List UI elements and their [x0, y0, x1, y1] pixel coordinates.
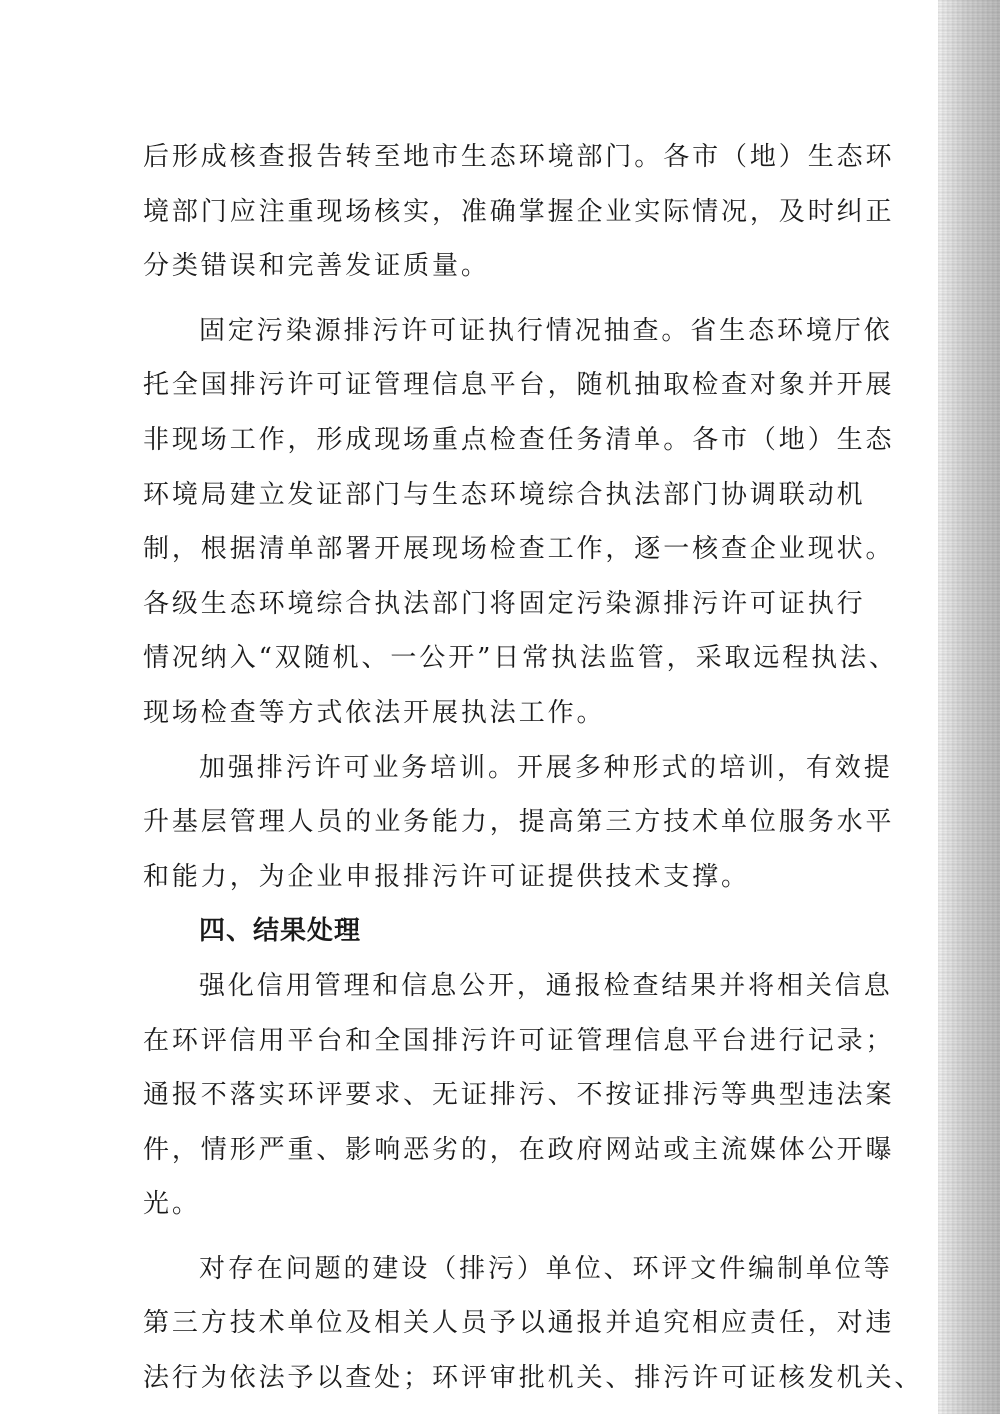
text-line: 各级生态环境综合执法部门将固定污染源排污许可证执行 — [143, 588, 866, 619]
text-line: 现场检查等方式依法开展执法工作。 — [143, 697, 606, 728]
text-line: 法行为依法予以查处；环评审批机关、排污许可证核发机关、 — [143, 1363, 924, 1394]
scan-edge-shadow — [938, 0, 1000, 1414]
document-body — [143, 130, 924, 1406]
paragraph-inspection — [143, 304, 898, 741]
text-line: 和能力，为企业申报排污许可证提供技术支撑。 — [143, 861, 750, 892]
text-line: 环境局建立发证部门与生态环境综合执法部门协调联动机 — [143, 479, 866, 510]
text-line: 加强排污许可业务培训。开展多种形式的培训，有效提 — [199, 752, 893, 783]
paragraph-training — [143, 741, 895, 905]
text-line: 后形成核查报告转至地市生态环境部门。各市（地）生态环 — [143, 142, 895, 172]
text-line: 件，情形严重、影响恶劣的，在政府网站或主流媒体公开曝 — [143, 1134, 895, 1165]
text-line: 对存在问题的建设（排污）单位、环评文件编制单位等 — [199, 1253, 893, 1284]
paragraph-accountability — [143, 1242, 924, 1406]
paragraph-continuation — [143, 130, 895, 294]
text-line: 光。 — [143, 1189, 201, 1220]
section-heading: 四、结果处理 — [199, 916, 362, 947]
text-line: 强化信用管理和信息公开，通报检查结果并将相关信息 — [199, 970, 893, 1001]
text-line: 升基层管理人员的业务能力，提高第三方技术单位服务水平 — [143, 807, 895, 838]
text-line: 非现场工作，形成现场重点检查任务清单。各市（地）生态 — [143, 424, 895, 455]
text-line: 通报不落实环评要求、无证排污、不按证排污等典型违法案 — [143, 1080, 895, 1111]
text-line: 制，根据清单部署开展现场检查工作，逐一核查企业现状。 — [143, 534, 895, 565]
text-line: 第三方技术单位及相关人员予以通报并追究相应责任，对违 — [143, 1308, 895, 1339]
paragraph-credit — [143, 959, 895, 1232]
text-line: 情况纳入“双随机、一公开”日常执法监管，采取远程执法、 — [143, 643, 898, 674]
text-line: 分类错误和完善发证质量。 — [143, 251, 490, 282]
text-line: 固定污染源排污许可证执行情况抽查。省生态环境厅依 — [199, 315, 893, 346]
text-line: 境部门应注重现场核实，准确掌握企业实际情况，及时纠正 — [143, 196, 895, 227]
text-line: 在环评信用平台和全国排污许可证管理信息平台进行记录； — [143, 1025, 895, 1056]
text-line: 托全国排污许可证管理信息平台，随机抽取检查对象并开展 — [143, 370, 895, 401]
